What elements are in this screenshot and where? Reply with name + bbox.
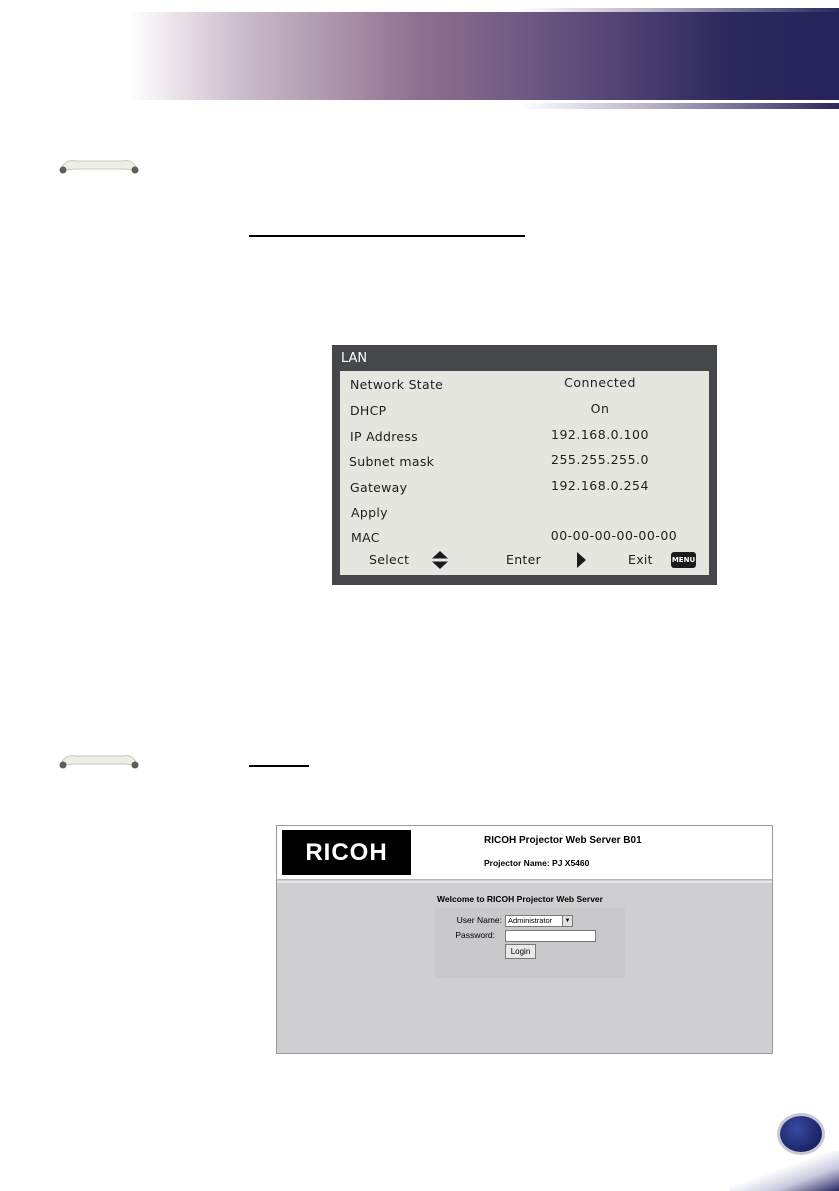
projector-name: Projector Name: PJ X5460 xyxy=(484,858,590,868)
page-number-badge xyxy=(780,1116,822,1152)
user-name-select-value: Administrator xyxy=(508,916,553,925)
header-bottom-line xyxy=(520,103,839,109)
user-name-select[interactable] xyxy=(505,915,573,927)
osd-row-label: Gateway xyxy=(350,480,408,495)
osd-row-label: Subnet mask xyxy=(349,454,435,469)
osd-panel xyxy=(340,371,709,575)
section-underline xyxy=(249,235,525,237)
osd-row-ip-address[interactable] xyxy=(340,429,709,449)
osd-footer-enter: Enter xyxy=(506,552,542,567)
web-header xyxy=(277,826,772,880)
web-server-title: RICOH Projector Web Server B01 xyxy=(484,835,642,846)
header-band xyxy=(130,12,839,100)
password-input[interactable] xyxy=(505,930,596,942)
osd-row-mac[interactable] xyxy=(340,530,709,550)
osd-row-value: 00-00-00-00-00-00 xyxy=(550,528,678,543)
section-underline xyxy=(249,765,309,767)
osd-row-dhcp[interactable] xyxy=(340,403,709,423)
osd-row-gateway[interactable] xyxy=(340,480,709,500)
right-arrow-icon xyxy=(577,552,586,568)
lan-osd-menu xyxy=(332,345,717,585)
user-name-label: User Name: xyxy=(456,915,502,925)
osd-row-label: MAC xyxy=(351,530,380,545)
osd-row-value: Connected xyxy=(564,375,636,390)
web-server-login-screenshot xyxy=(276,825,773,1054)
osd-row-value: 192.168.0.100 xyxy=(551,427,649,442)
web-header-separator xyxy=(277,881,772,883)
osd-row-label: Network State xyxy=(350,377,444,392)
osd-footer-select: Select xyxy=(369,552,410,567)
note-scroll-icon xyxy=(56,155,142,179)
welcome-text: Welcome to RICOH Projector Web Server xyxy=(437,894,603,904)
osd-row-label: IP Address xyxy=(350,429,418,444)
osd-row-value: 192.168.0.254 xyxy=(551,478,649,493)
osd-row-label: Apply xyxy=(351,505,388,520)
osd-footer-exit: Exit xyxy=(628,552,653,567)
osd-row-network-state[interactable] xyxy=(340,377,709,397)
up-down-arrow-icon xyxy=(432,551,448,569)
osd-row-subnet-mask[interactable] xyxy=(340,454,709,474)
ricoh-logo: RICOH xyxy=(282,830,411,875)
osd-row-apply[interactable] xyxy=(340,505,709,525)
login-button[interactable]: Login xyxy=(505,944,536,959)
password-label: Password: xyxy=(455,930,495,940)
osd-title: LAN xyxy=(341,351,368,366)
osd-row-value: On xyxy=(590,401,610,416)
menu-button-icon: MENU xyxy=(671,552,696,568)
page-corner-gradient xyxy=(729,1151,839,1191)
osd-row-value: 255.255.255.0 xyxy=(551,452,649,467)
osd-row-label: DHCP xyxy=(350,403,387,418)
note-scroll-icon xyxy=(56,750,142,774)
chevron-down-icon: ▼ xyxy=(562,916,572,926)
